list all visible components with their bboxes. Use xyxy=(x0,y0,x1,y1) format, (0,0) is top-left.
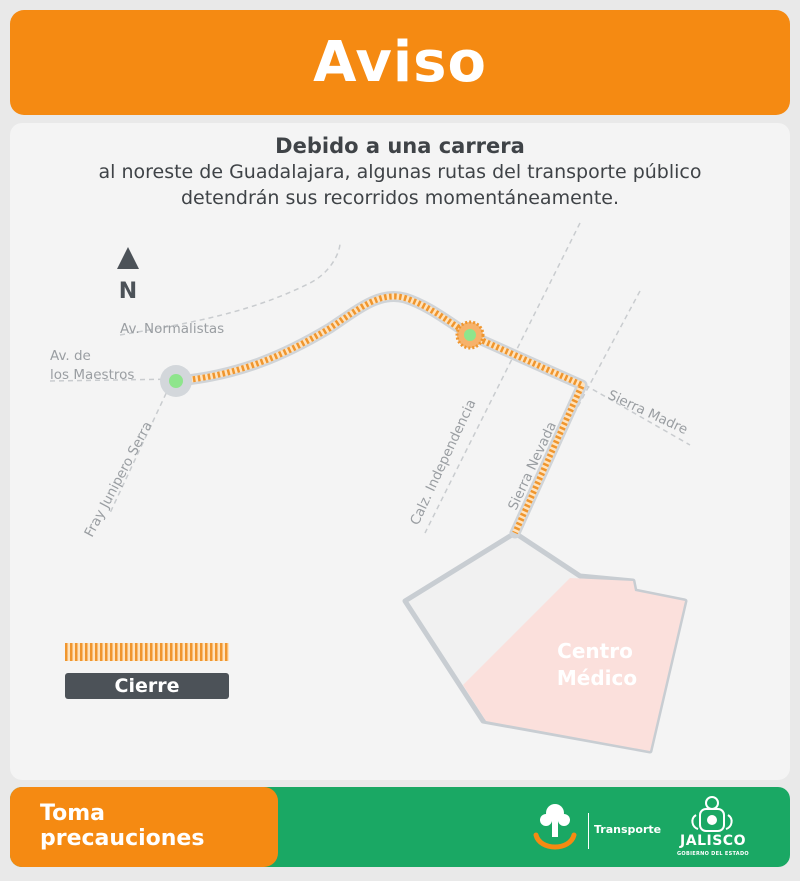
transport-logo-icon xyxy=(530,801,580,855)
junction-marker xyxy=(464,329,476,341)
label-av-maestros-2: los Maestros xyxy=(50,367,135,383)
footer-warning-block xyxy=(10,787,278,867)
north-arrow-icon xyxy=(117,247,139,269)
transport-label: Transporte xyxy=(594,823,662,836)
header-banner xyxy=(10,10,790,115)
map-panel xyxy=(10,123,790,780)
label-calz-independencia: Calz. Independencia xyxy=(407,396,480,528)
start-marker xyxy=(169,374,183,388)
footer-warning-text xyxy=(40,801,204,851)
footer-line-2: precauciones xyxy=(40,826,205,851)
footer-divider xyxy=(588,813,589,849)
district-label-line1: Centro xyxy=(557,639,633,663)
label-fray-junipero: Fray Junipero Serra xyxy=(81,418,156,540)
label-sierra-madre: Sierra Madre xyxy=(605,387,691,439)
district-label-line2: Médico xyxy=(556,666,638,690)
header-title: Aviso xyxy=(313,30,487,95)
footer-banner xyxy=(10,787,790,867)
footer-line-1: Toma xyxy=(40,801,105,826)
jalisco-subtitle: GOBIERNO DEL ESTADO xyxy=(677,851,749,857)
label-av-normalistas: Av. Normalistas xyxy=(120,321,225,337)
notice-heading: Debido a una carrera xyxy=(275,134,525,158)
label-sierra-nevada: Sierra Nevada xyxy=(505,419,561,513)
notice-text xyxy=(10,133,790,211)
notice-body: al noreste de Guadalajara, algunas rutas del transporte público detendrán sus recorridos momentáneamente. xyxy=(98,161,702,209)
label-av-maestros-1: Av. de xyxy=(50,348,91,364)
jalisco-wordmark: JALISCO xyxy=(680,833,746,849)
legend-closure-swatch xyxy=(65,643,229,661)
legend-closure-label: Cierre xyxy=(65,673,229,699)
north-label: N xyxy=(118,279,138,304)
